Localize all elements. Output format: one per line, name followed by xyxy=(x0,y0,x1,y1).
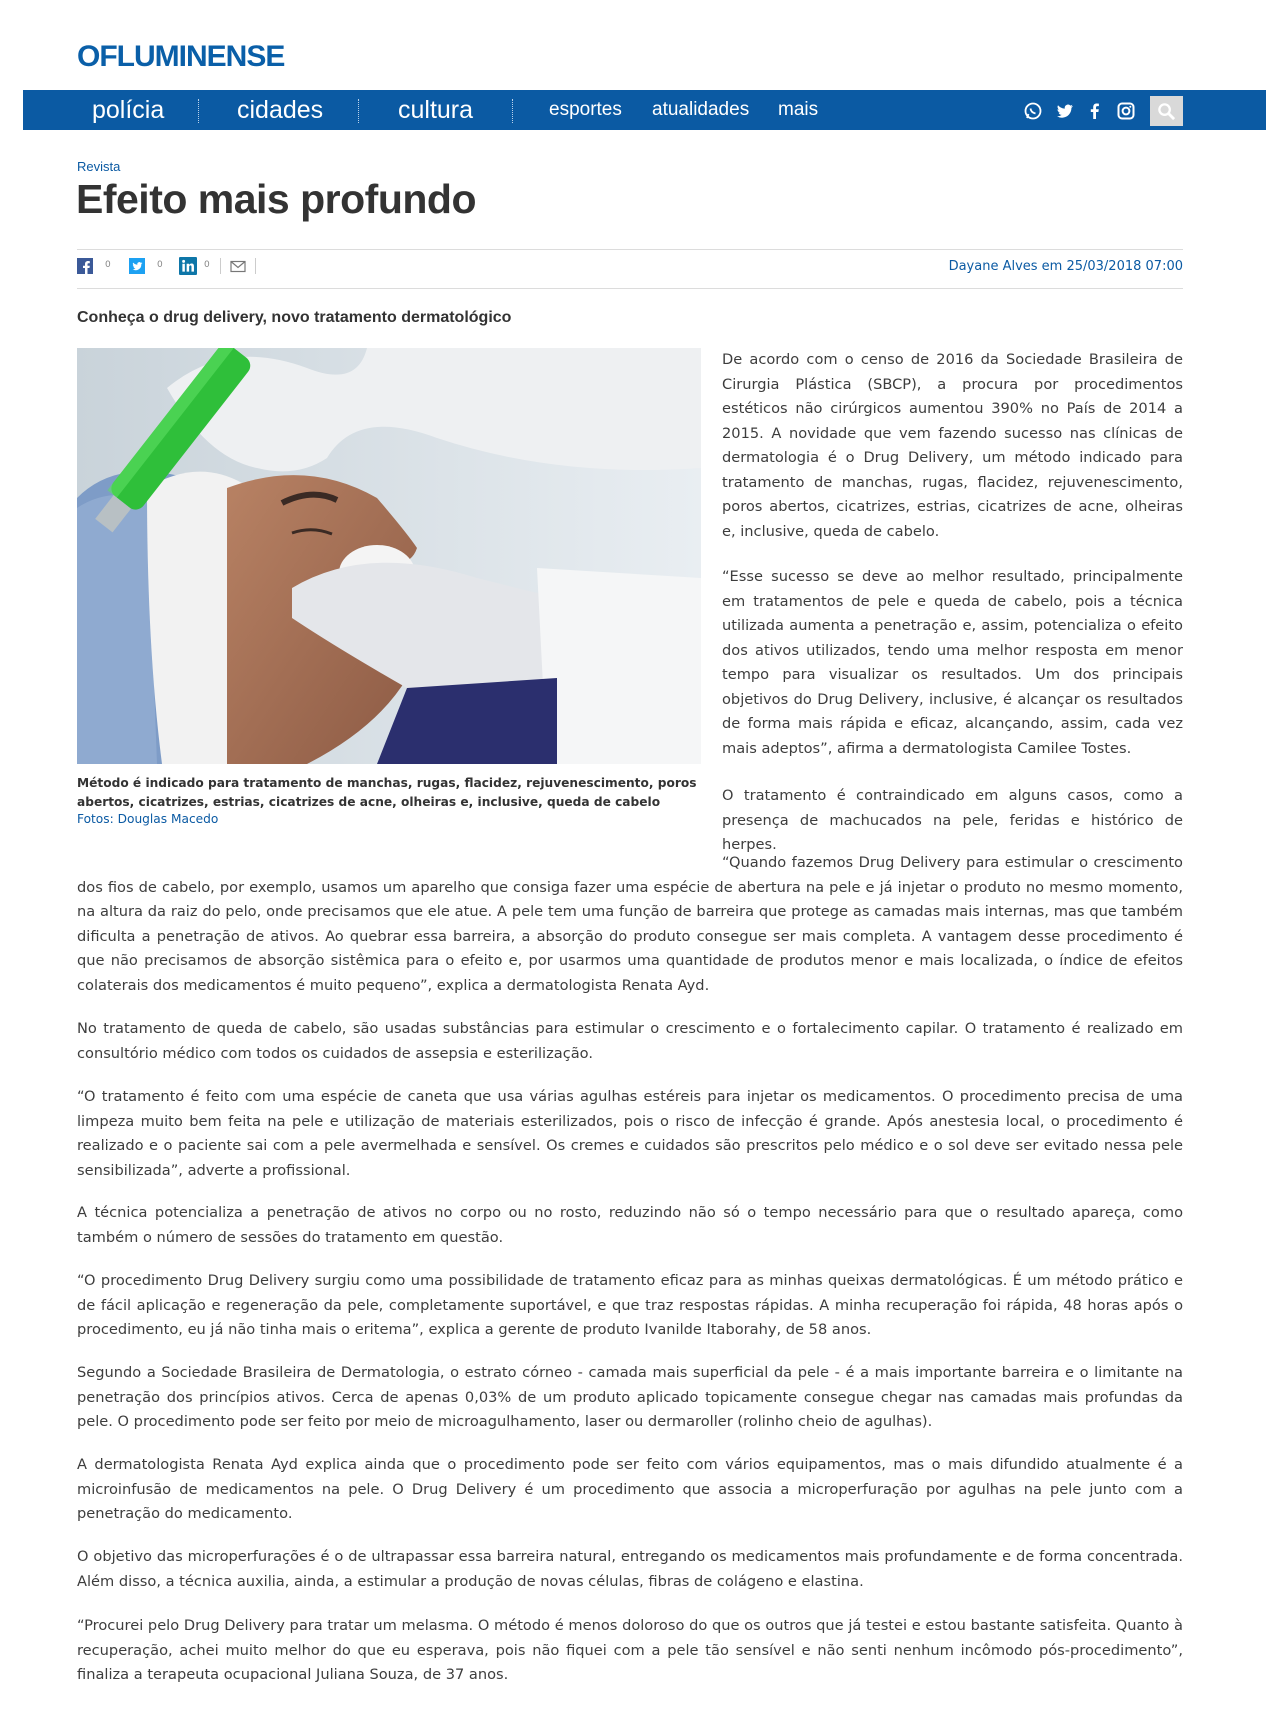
share-separator xyxy=(255,258,256,274)
article-photo[interactable] xyxy=(77,348,701,764)
facebook-icon[interactable] xyxy=(1085,101,1105,121)
nav-item-mais[interactable]: mais xyxy=(778,99,819,120)
twitter-icon[interactable] xyxy=(1055,101,1075,121)
email-share-icon[interactable] xyxy=(229,258,247,274)
article-paragraph: De acordo com o censo de 2016 da Sociedade Brasileira de Cirurgia Plástica (SBCP), a procura por procedimentos estéticos não cirúrgicos aumentou 390% no País de 2014 a 2015. A novidade que vem fazendo sucesso nas clínicas de dermatologia é o Drug Delivery, um método indicado para tratamento de manchas, rugas, flacidez, rejuvenescimento, poros abertos, cicatrizes, estrias, cicatrizes de acne, olheiras e, inclusive, queda de cabelo. xyxy=(722,351,1183,540)
divider xyxy=(77,288,1183,289)
article-paragraph: “Procurei pelo Drug Delivery para tratar um melasma. O método é menos doloroso do que os outros que já testei e estou bastante satisfeita. Quanto à recuperação, achei muito melhor do que eu esperava, pois não fiquei com a pele tão sensível e não senti nenhum incômodo pós-procedimento”, finaliza a terapeuta ocupacional Juliana Souza, de 37 anos. xyxy=(77,1617,1183,1683)
article-paragraph: “O procedimento Drug Delivery surgiu como uma possibilidade de tratamento eficaz para as minhas queixas dermatológicas. É um método prático e de fácil aplicação e regeneração da pele, completamente suportável, e que traz respostas rápidas. A minha recuperação foi rápida, 48 horas após o procedimento, eu já não tinha mais o eritema”, explica a gerente de produto Ivanilde Itaborahy, de 58 anos. xyxy=(77,1272,1183,1338)
nav-separator xyxy=(512,99,513,123)
article-title: Efeito mais profundo xyxy=(76,176,476,222)
search-button[interactable] xyxy=(1150,96,1183,126)
whatsapp-icon[interactable] xyxy=(1023,101,1043,121)
article-paragraph: A dermatologista Renata Ayd explica ainda que o procedimento pode ser feito com vários equipamentos, mas o mais difundido atualmente é a microinfusão de medicamentos na pele. O Drug Delivery é um procedimento que associa a microperfuração por agulhas na pele junto com a penetração do medicamento. xyxy=(77,1456,1183,1522)
article-paragraph: No tratamento de queda de cabelo, são usadas substâncias para estimular o crescimento e o fortalecimento capilar. O tratamento é realizado em consultório médico com todos os cuidados de assepsia e esterilização. xyxy=(77,1020,1183,1062)
share-bar xyxy=(77,258,277,275)
twitter-share-count: 0 xyxy=(157,260,163,270)
article-paragraph: “Esse sucesso se deve ao melhor resultado, principalmente em tratamentos de pele e queda de cabelo, pois a técnica utilizada aumenta a penetração e, assim, potencializa o efeito dos ativos utilizados, tendo uma melhor resposta em menor tempo para visualizar os resultados. Um dos principais objetivos do Drug Delivery, inclusive, é alcançar os resultados de forma mais rápida e eficaz, alcançando, assim, cada vez mais adeptos”, afirma a dermatologista Camilee Tostes. xyxy=(722,568,1183,757)
nav-item-atualidades[interactable]: atualidades xyxy=(652,99,750,120)
photo-caption: Método é indicado para tratamento de manchas, rugas, flacidez, rejuvenescimento, poros abertos, cicatrizes, estrias, cicatrizes de acne, olheiras e, inclusive, queda de cabelo xyxy=(77,776,697,809)
nav-item-cidades[interactable]: cidades xyxy=(237,96,324,124)
instagram-icon[interactable] xyxy=(1116,101,1136,121)
article-byline: Dayane Alves em 25/03/2018 07:00 xyxy=(948,259,1183,274)
facebook-share-count: 0 xyxy=(105,260,111,270)
article-paragraph: “Quando fazemos Drug Delivery para estimular o crescimento dos fios de cabelo, por exemplo, usamos um aparelho que consiga fazer uma espécie de abertura na pele e já injetar o produto no mesmo momento, na altura da raiz do pelo, onde precisamos que ele atue. A pele tem uma função de barreira que protege as camadas mais internas, mas que também dificulta a penetração de ativos. Ao quebrar essa barreira, a absorção do produto consegue ser mais completa. A vantagem desse procedimento é que não precisamos de absorção sistêmica para o efeito e, por usarmos uma quantidade de produtos menor e mais localizada, o índice de efeitos colaterais dos medicamentos é muito pequeno”, explica a dermatologista Renata Ayd. xyxy=(77,854,1183,994)
divider xyxy=(77,249,1183,250)
article-paragraph: Segundo a Sociedade Brasileira de Dermatologia, o estrato córneo - camada mais superficial da pele - é a mais importante barreira e o limitante na penetração dos princípios ativos. Cerca de apenas 0,03% de um produto aplicado topicamente consegue chegar nas camadas mais profundas da pele. O procedimento pode ser feito por meio de microagulhamento, laser ou dermaroller (rolinho cheio de agulhas). xyxy=(77,1364,1183,1430)
photo-credit: Fotos: Douglas Macedo xyxy=(77,812,219,826)
article-subtitle: Conheça o drug delivery, novo tratamento dermatológico xyxy=(77,309,512,326)
facebook-share-icon[interactable] xyxy=(77,258,93,274)
section-label[interactable]: Revista xyxy=(77,159,121,174)
nav-separator xyxy=(358,99,359,123)
article-paragraph: O tratamento é contraindicado em alguns casos, como a presença de machucados na pele, feridas e histórico de herpes. xyxy=(722,787,1183,853)
main-nav xyxy=(23,90,1266,132)
search-icon xyxy=(1157,102,1176,121)
linkedin-share-count: 0 xyxy=(204,260,210,270)
nav-separator xyxy=(198,99,199,123)
article-paragraph: “O tratamento é feito com uma espécie de caneta que usa várias agulhas estéreis para injetar os medicamentos. O procedimento precisa de uma limpeza muito bem feita na pele e utilização de materiais esterilizados, pois o risco de infecção é grande. Após anestesia local, o procedimento é realizado e o paciente sai com a pele avermelhada e sensível. Os cremes e cuidados são prescritos pelo médico e o sol deve ser evitado nessa pele sensibilizada”, adverte a profissional. xyxy=(77,1088,1183,1179)
site-logo[interactable]: OFLUMINENSE xyxy=(77,40,285,73)
nav-item-policia[interactable]: polícia xyxy=(92,96,165,124)
article-paragraph: A técnica potencializa a penetração de ativos no corpo ou no rosto, reduzindo não só o tempo necessário para que o resultado apareça, como também o número de sessões do tratamento em questão. xyxy=(77,1204,1183,1246)
twitter-share-icon[interactable] xyxy=(129,258,145,274)
nav-item-esportes[interactable]: esportes xyxy=(549,99,622,120)
share-separator xyxy=(220,258,221,274)
nav-item-cultura[interactable]: cultura xyxy=(398,96,474,124)
linkedin-share-icon[interactable] xyxy=(179,257,197,275)
article-photo-image xyxy=(77,348,701,764)
article-paragraph: O objetivo das microperfurações é o de ultrapassar essa barreira natural, entregando os medicamentos mais profundamente e de forma concentrada. Além disso, a técnica auxilia, ainda, a estimular a produção de novas células, fibras de colágeno e elastina. xyxy=(77,1548,1183,1590)
